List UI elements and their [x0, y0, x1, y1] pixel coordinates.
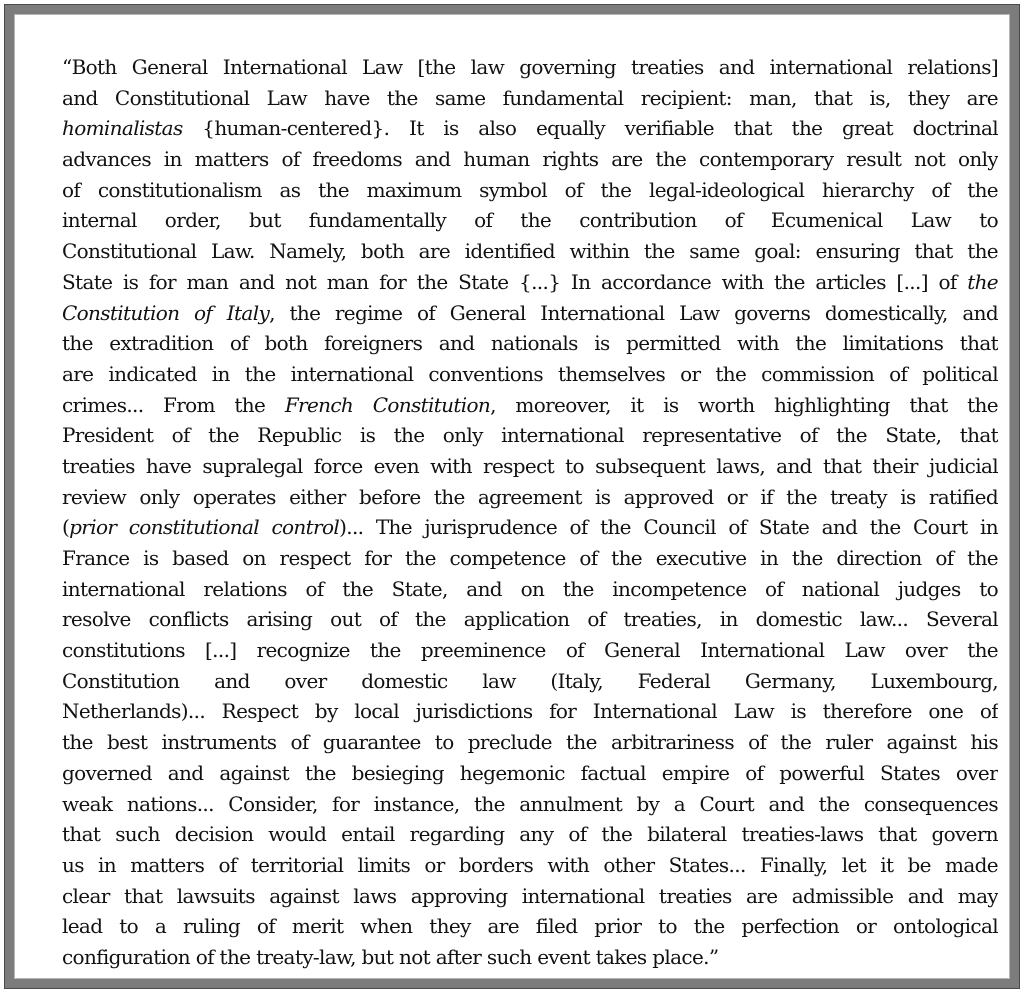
quote-line: treaties have supralegal force even with respect to subsequent laws, and that their judicial — [62, 453, 998, 478]
quote-line: international relations of the State, and on the incompetence of national judges to — [62, 576, 998, 601]
quote-line: internal order, but fundamentally of the contribution of Ecumenical Law to — [62, 208, 998, 233]
quote-line: advances in matters of freedoms and human rights are the contemporary result not only — [62, 147, 998, 172]
quote-line: of constitutionalism as the maximum symbol of the legal-ideological hierarchy of the — [62, 177, 998, 202]
quote-line: governed and against the besieging hegemonic factual empire of powerful States over — [62, 760, 998, 785]
quote-line-segment: , the regime of General International Law governs domestically, and — [269, 300, 998, 325]
quote-line: weak nations... Consider, for instance, the annulment by a Court and the consequences — [62, 791, 998, 816]
quote-line: Constitution and over domestic law (Italy, Federal Germany, Luxembourg, — [62, 668, 998, 693]
quote-line: and Constitutional Law have the same fundamental recipient: man, that is, they are — [62, 85, 998, 110]
quote-line-segment: , moreover, it is worth highlighting that the — [490, 392, 998, 417]
quote-line: Constitutional Law. Namely, both are identified within the same goal: ensuring that the — [62, 239, 998, 264]
quote-line: are indicated in the international conventions themselves or the commission of political — [62, 361, 998, 386]
quote-line: review only operates either before the agreement is approved or if the treaty is ratified — [62, 484, 998, 509]
quote-line: resolve conflicts arising out of the application of treaties, in domestic law... Several — [62, 607, 998, 632]
quote-line: clear that lawsuits against laws approving international treaties are admissible and may — [62, 883, 998, 908]
quote-line-segment: State is for man and not man for the State {...} In accordance with the articles [...] of — [62, 269, 957, 294]
quote-line: the extradition of both foreigners and nationals is permitted with the limitations that — [62, 331, 998, 356]
quote-line — [62, 390, 998, 421]
quote-line: us in matters of territorial limits or borders with other States... Finally, let it be made — [62, 852, 998, 877]
quote-frame — [5, 5, 1019, 988]
quote-line: the best instruments of guarantee to preclude the arbitrariness of the ruler against his — [62, 730, 998, 755]
quote-line: constitutions [...] recognize the preeminence of General International Law over the — [62, 638, 998, 663]
quote-line: “Both General International Law [the law governing treaties and international relations] — [62, 55, 998, 79]
italic-term-french-constitution: French Constitution — [284, 392, 491, 417]
quote-line — [62, 512, 998, 543]
italic-term-the: the — [967, 269, 998, 294]
quote-line: that such decision would entail regarding any of the bilateral treaties-laws that govern — [62, 822, 998, 847]
quote-line: configuration of the treaty-law, but not after such event takes place.” — [62, 944, 719, 969]
italic-term-constitution-of-italy: Constitution of Italy — [62, 300, 270, 325]
quote-line — [62, 113, 998, 144]
quote-line-segment: crimes... From the — [62, 392, 266, 417]
italic-term-hominalistas: hominalistas — [62, 116, 183, 141]
italic-term-prior-constitutional-control: prior constitutional control — [69, 515, 340, 540]
quote-line — [62, 267, 998, 298]
quote-line-segment: ( — [62, 515, 70, 540]
quote-line-segment: {human-centered}. It is also equally verifiable that the great doctrinal — [202, 116, 998, 141]
quote-line — [62, 298, 998, 329]
quote-line: Netherlands)... Respect by local jurisdictions for International Law is therefore one of — [62, 699, 998, 724]
quote-text — [62, 52, 998, 973]
quote-line: President of the Republic is the only international representative of the State, that — [62, 423, 998, 448]
quote-line: France is based on respect for the competence of the executive in the direction of the — [62, 546, 998, 570]
quote-line-segment: )... The jurisprudence of the Council of State and the Court in — [339, 515, 998, 540]
quote-line: lead to a ruling of merit when they are filed prior to the perfection or ontological — [62, 914, 998, 939]
